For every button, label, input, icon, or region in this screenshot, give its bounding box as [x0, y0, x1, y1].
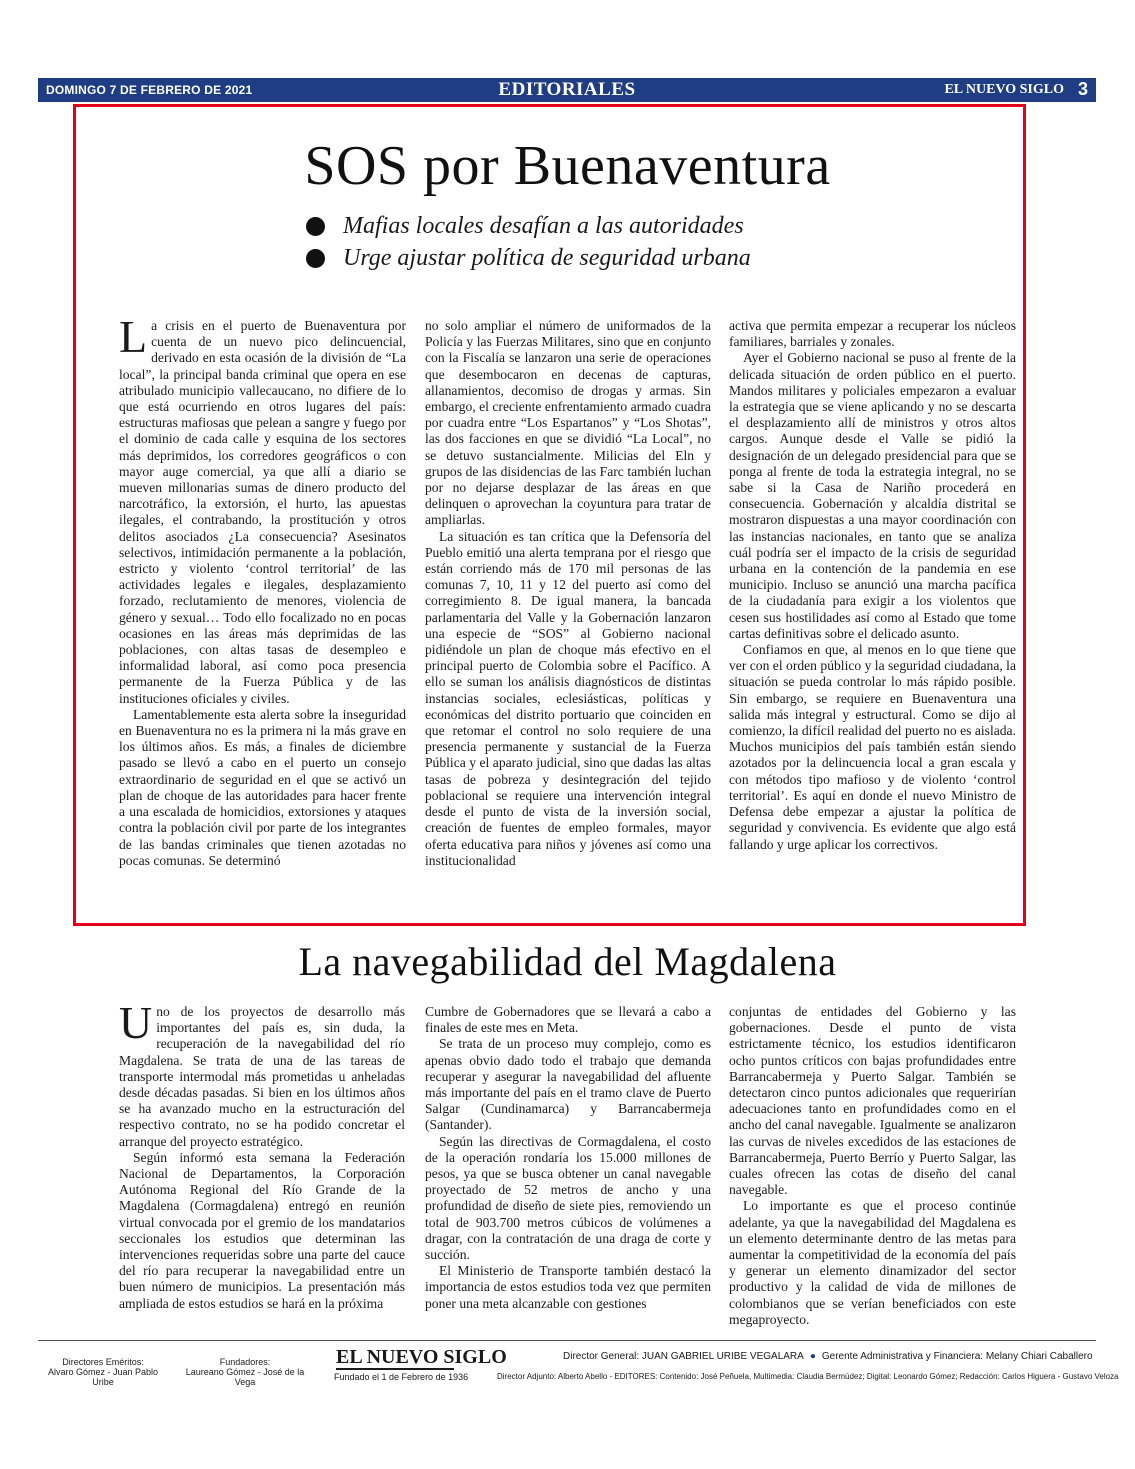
- paragraph-text: a crisis en el puerto de Buenaventura por cuenta de un nuevo pico delincuencial, derivado en esta ocasión de la división de “La local”, la principal banda criminal que opera en ese atribulado municipio vallecaucano, no difiere de lo que está ocurriendo en otros lugares del país: estructuras mafiosas que pelean a sangre y fuego por el dominio de cada calle y esquina de los sectores más deprimidos, los corredores geográficos o con mayor auge comercial, ya que allí a diario se mueven millonarias sumas de dinero producto del narcotráfico, la extorsión, el hurto, las apuestas ilegales, el contrabando, la prostitución y otros delitos asociados ¿La consecuencia? Asesinatos selectivos, intimidación permanente a la población, estricto y violento ‘control territorial’ de las actividades legales e ilegales, desplazamiento forzado, reclutamiento de menores, violencia de género y sexual… Todo ello focalizado no en pocas ocasiones en las áreas más deprimidas de las poblaciones, con altas tasas de desempleo e informalidad laboral, así como poca presencia permanente de la Fuerza Pública y de las instituciones oficiales y civiles.: [119, 318, 406, 706]
- editorial-2-title: La navegabilidad del Magdalena: [298, 939, 837, 984]
- editorial-2-column-3: [729, 1004, 1016, 1328]
- emeritus-directors: [40, 1357, 166, 1387]
- separator-dot-icon: ●: [809, 1351, 816, 1362]
- editorial-2-column-1: [119, 997, 405, 1312]
- paragraph: Se trata de un proceso muy complejo, como es apenas obvio dado todo el trabajo que demanda recuperar y asegurar la navegabilidad del afluente más importante del país en el tramo clave de Puerto Salgar (Cundinamarca) y Barrancabermeja (Santander).: [425, 1036, 711, 1133]
- editorial-1-subheads: [306, 210, 751, 274]
- founded-date: Fundado el 1 de Febrero de 1936: [334, 1372, 469, 1382]
- page-number: 3: [1077, 79, 1088, 99]
- footer-logo: EL NUEVO SIGLO: [336, 1346, 507, 1368]
- issue-date: DOMINGO 7 DE FEBRERO DE 2021: [46, 83, 253, 97]
- editorial-1-column-1: [119, 311, 406, 869]
- paragraph: Lamentablemente esta alerta sobre la inseguridad en Buenaventura no es la primera ni la más grave en los últimos años. Es más, a finales de diciembre pasado se llevó a cabo en el puerto un consejo extraordinario de seguridad en el que se activó un plan de choque de las autoridades para hacer frente a una escalada de homicidios, extorsiones y ataques contra la población civil por parte de los integrantes de las bandas criminales que tienen azotadas no pocas comunas. Se determinó: [119, 706, 406, 868]
- drop-cap: U: [119, 997, 153, 1048]
- editorial-1-column-2: [425, 318, 711, 869]
- footer-logo-underline: [336, 1368, 454, 1370]
- subhead-item: [306, 242, 751, 274]
- paragraph: Lo importante es que el proceso continúe adelante, ya que la navegabilidad del Magdalena es un elemento determinante dentro de las metas para aumentar la competitividad de la economía del país y generar un elemento dinamizador del sector productivo y la calidad de vida de millones de colombianos que se verían beneficiados con este megaproyecto.: [729, 1198, 1016, 1327]
- editorial-1-column-3: [729, 318, 1016, 853]
- bullet-dot-icon: [306, 217, 325, 236]
- paragraph: Según informó esta semana la Federación Nacional de Departamentos, la Corporación Autónoma Regional del Río Grande de la Magdalena (Cormagdalena) entregó en reunión virtual convocada por el gremio de los mandatarios seccionales los estudios que determinan las intervenciones requeridas sobre una parte del cauce del río para recuperar la navegabilidad entre un buen número de municipios. La presentación más ampliada de estos estudios se hará en la próxima: [119, 1149, 405, 1311]
- editorial-1-title: SOS por Buenaventura: [304, 135, 831, 197]
- director-info: [563, 1351, 1093, 1362]
- paragraph: activa que permita empezar a recuperar los núcleos familiares, barriales y zonales.: [729, 318, 1016, 350]
- paragraph: Según las directivas de Cormagdalena, el costo de la operación rondaría los 15.000 millones de pesos, ya que se busca obtener un canal navegable proyectado de 52 metros de ancho y una profundidad de diseño de siete pies, removiendo un total de 903.700 metros cúbicos de volúmenes a dragar, con la contratación de una draga de corte y succión.: [425, 1133, 711, 1263]
- page-header-bar: [38, 78, 1096, 102]
- subhead-text: Mafias locales desafían a las autoridades: [343, 212, 744, 239]
- newspaper-brand: EL NUEVO SIGLO: [944, 82, 1064, 97]
- drop-cap: L: [119, 311, 148, 362]
- paragraph: [119, 997, 405, 1150]
- subhead-text: Urge ajustar política de seguridad urbana: [343, 244, 751, 271]
- director-general: Director General: JUAN GABRIEL URIBE VEGALARA: [563, 1351, 804, 1362]
- founders: [182, 1357, 308, 1387]
- section-title: EDITORIALES: [498, 79, 636, 100]
- paragraph: La situación es tan crítica que la Defensoría del Pueblo emitió una alerta temprana por el riesgo que están corriendo más de 170 mil personas de las comunas 7, 10, 11 y 12 del puerto así como del corregimiento 8. De igual manera, la bancada parlamentaria del Valle y la Gobernación lanzaron una especie de “SOS” al Gobierno nacional pidiéndole un plan de choque más efectivo en el principal puerto de Colombia sobre el Pacífico. A ello se suman los análisis diagnósticos de distintas instancias sociales, eclesiásticas, políticas y económicas del distrito portuario que coinciden en que retomar el control no solo requiere de una presencia permanente y sustancial de la Fuerza Pública y el aparato judicial, sino que dadas las altas tasas de pobreza y desintegración del tejido poblacional se requiere una intervención integral desde el punto de vista de la inversión social, creación de fuentes de empleo formales, mayor oferta educativa para niños y jóvenes así como una institucionalidad: [425, 528, 711, 868]
- manager: Gerente Administrativa y Financiera: Melany Chiari Caballero: [821, 1351, 1093, 1362]
- footer-divider: [38, 1340, 1096, 1341]
- bullet-dot-icon: [306, 249, 325, 268]
- paragraph: Confiamos en que, al menos en lo que tiene que ver con el orden público y la seguridad ciudadana, la situación se pueda controlar lo más rápido posible. Sin embargo, se requiere en Buenaventura una salida más integral y estructural. Como se dijo al comienzo, la difícil realidad del puerto no es aislada. Muchos municipios del país también están siendo azotados por la delincuencia local a gran escala y con métodos tipo mafioso y de violento ‘control territorial’. Es aquí en donde el nuevo Ministro de Defensa debe empezar a ajustar la política de seguridad y convivencia. Es evidente que algo está fallando y urge aplicar los correctivos.: [729, 642, 1016, 852]
- subhead-item: [306, 210, 751, 242]
- paragraph: no solo ampliar el número de uniformados de la Policía y las Fuerzas Militares, sino que en conjunto con la Fiscalía se lanzaron una serie de operaciones que desembocaron en decenas de capturas, allanamientos, decomiso de drogas y armas. Sin embargo, el creciente enfrentamiento armado cuadra por cuadra entre “Los Espartanos” y “Los Shotas”, las dos facciones en que se dividió “La Local”, no se detuvo sustancialmente. Milicias del Eln y grupos de las disidencias de las Farc también luchan por no dejarse desplazar de las áreas en que delinquen o aprovechan la coyuntura para tratar de ampliarlas.: [425, 318, 711, 528]
- editorial-2-column-2: [425, 1004, 711, 1312]
- paragraph-text: no de los proyectos de desarrollo más importantes del país es, sin duda, la recuperación de la navegabilidad del río Magdalena. Se trata de una de las tareas de transporte intermodal más prometidas u anheladas desde décadas pasadas. Si bien en los últimos años se ha avanzado mucho en la estructuración del respectivo contrato, no se ha podido concretar el arranque del proyecto estratégico.: [119, 1004, 405, 1149]
- editorial-staff: Director Adjunto: Alberto Abello - EDITORES: Contenido: José Peñuela, Multimedia: Claudia Bermúdez; Digital: Leonardo Gómez; Redacción: Carlos Higuera - Gustavo Veloza: [497, 1372, 1119, 1381]
- founders-names: Laureano Gómez - José de la Vega: [185, 1367, 305, 1387]
- paragraph: Ayer el Gobierno nacional se puso al frente de la delicada situación de orden público en el puerto. Mandos militares y policiales empezaron a evaluar la estrategia que se viene aplicando y no se descarta el desplazamiento allí de ministros y otros altos cargos. Aunque desde el Valle se pidió la designación de un delegado presidencial para que se ponga al frente de toda la estrategia integral, no se sabe si la Casa de Nariño procederá en consecuencia. Gobernación y alcaldía distrital se mostraron dispuestas a una mayor coordinación con las instancias nacionales, en tanto que se analiza cuál podría ser el impacto de la crisis de seguridad urbana en la contención de la pandemia en ese municipio. Incluso se anunció una marcha pacífica de la ciudadanía para exigir a los violentos que cesen sus hostilidades así como al Estado que tome cartas definitivas sobre el delicado asunto.: [729, 350, 1016, 641]
- founders-label: Fundadores:: [219, 1357, 271, 1367]
- paragraph: conjuntas de entidades del Gobierno y las gobernaciones. Desde el punto de vista estrictamente técnico, los estudios identificaron ocho puntos críticos con bajas profundidades entre Barrancabermeja y Puerto Salgar. También se detectaron cinco puntos adicionales que requerirían adecuaciones tanto en profundidades como en el ancho del canal navegable. Igualmente se analizaron las curvas de niveles excedidos de las estaciones de Barrancabermeja, Puerto Berrío y Puerto Salgar, las cuales ofrecen las cotas de diseño del canal navegable.: [729, 1004, 1016, 1198]
- paragraph: El Ministerio de Transporte también destacó la importancia de estos estudios toda vez que permiten poner una meta alcanzable con gestiones: [425, 1263, 711, 1311]
- paragraph: Cumbre de Gobernadores que se llevará a cabo a finales de este mes en Meta.: [425, 1004, 711, 1036]
- paragraph: [119, 311, 406, 707]
- emeritus-names: Alvaro Gómez - Juan Pablo Uribe: [47, 1367, 159, 1387]
- emeritus-label: Directores Eméritos:: [62, 1357, 144, 1367]
